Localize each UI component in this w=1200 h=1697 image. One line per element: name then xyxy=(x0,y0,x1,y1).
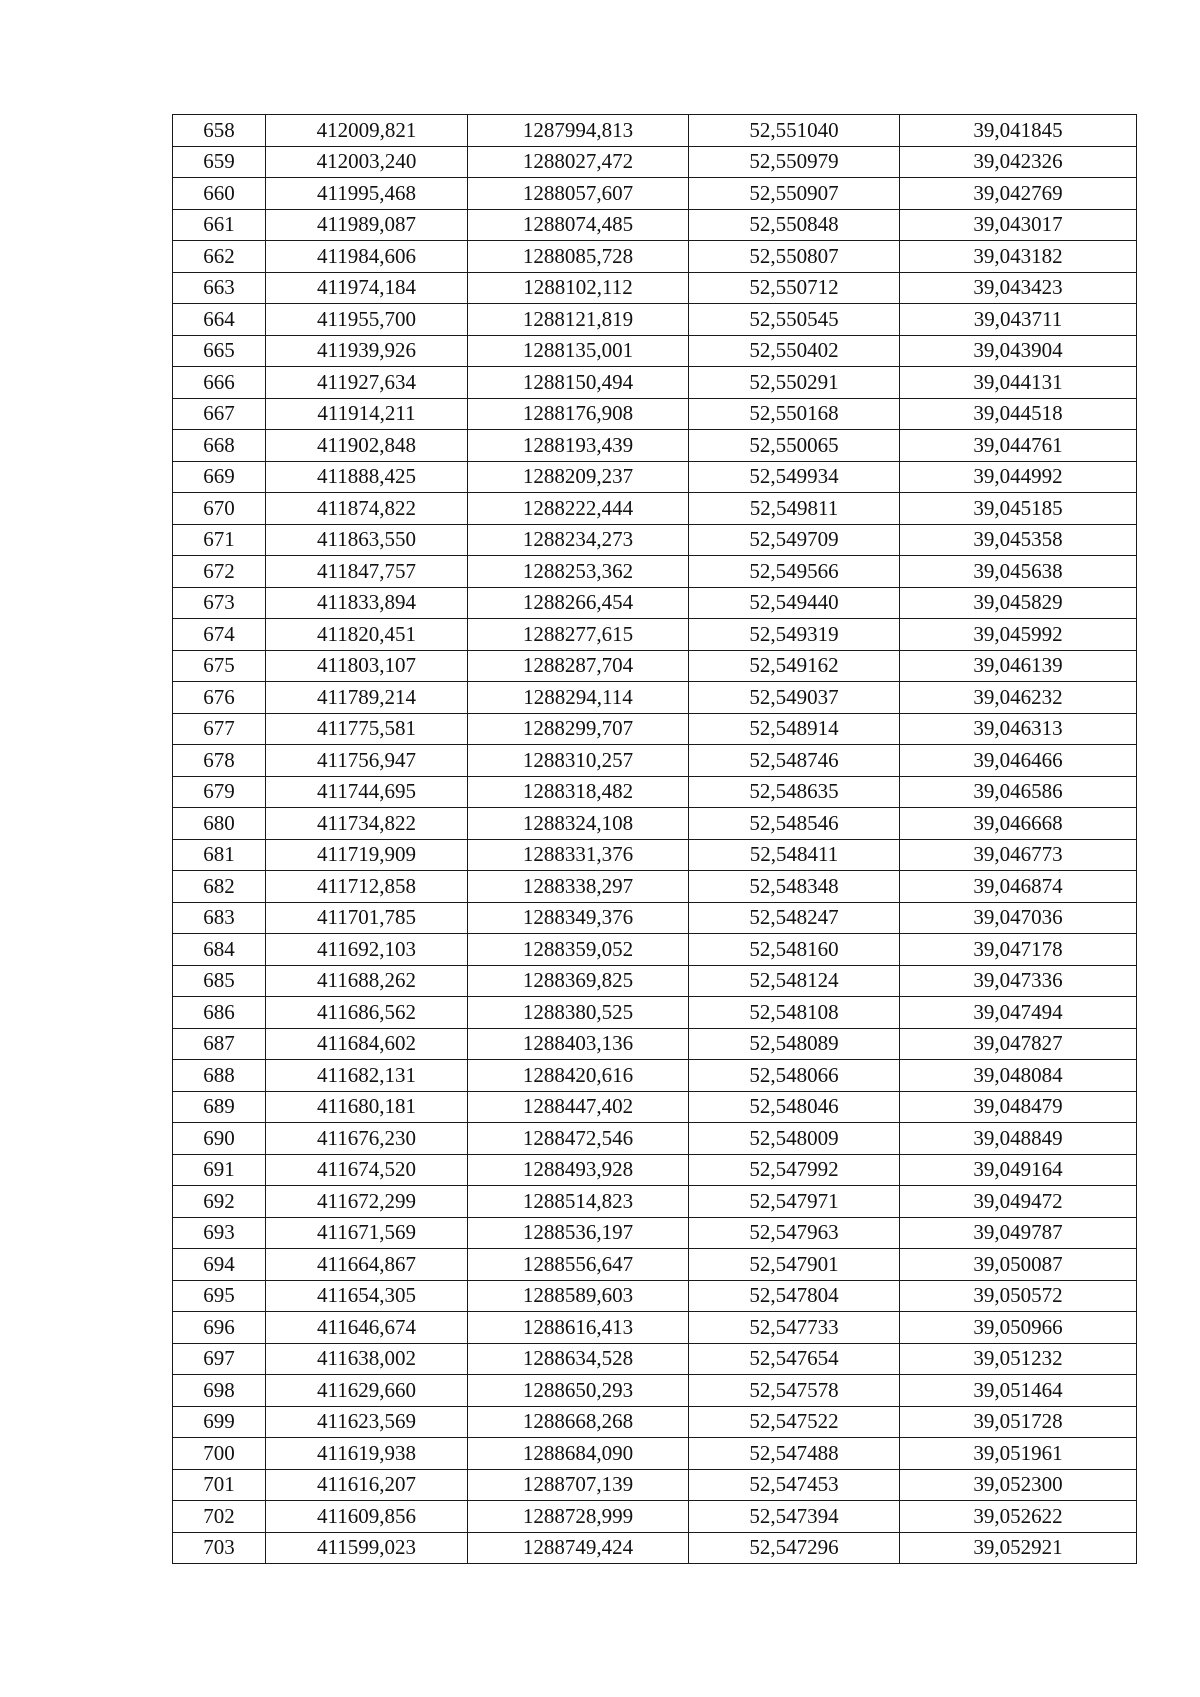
latitude-cell: 52,548546 xyxy=(689,808,900,840)
x-coordinate-cell: 411719,909 xyxy=(266,839,468,871)
x-coordinate-cell: 411672,299 xyxy=(266,1186,468,1218)
y-coordinate-cell: 1288589,603 xyxy=(468,1280,689,1312)
y-coordinate-cell: 1288294,114 xyxy=(468,682,689,714)
point-number-cell: 673 xyxy=(173,587,266,619)
latitude-cell: 52,550848 xyxy=(689,209,900,241)
table-row xyxy=(173,587,1137,619)
point-number-cell: 683 xyxy=(173,902,266,934)
latitude-cell: 52,548009 xyxy=(689,1123,900,1155)
longitude-cell: 39,047494 xyxy=(900,997,1137,1029)
y-coordinate-cell: 1288324,108 xyxy=(468,808,689,840)
latitude-cell: 52,548247 xyxy=(689,902,900,934)
x-coordinate-cell: 411654,305 xyxy=(266,1280,468,1312)
x-coordinate-cell: 411734,822 xyxy=(266,808,468,840)
point-number-cell: 702 xyxy=(173,1501,266,1533)
y-coordinate-cell: 1288536,197 xyxy=(468,1217,689,1249)
longitude-cell: 39,044518 xyxy=(900,398,1137,430)
longitude-cell: 39,044761 xyxy=(900,430,1137,462)
latitude-cell: 52,549319 xyxy=(689,619,900,651)
longitude-cell: 39,051961 xyxy=(900,1438,1137,1470)
table-row xyxy=(173,367,1137,399)
y-coordinate-cell: 1288135,001 xyxy=(468,335,689,367)
latitude-cell: 52,549709 xyxy=(689,524,900,556)
point-number-cell: 695 xyxy=(173,1280,266,1312)
x-coordinate-cell: 411756,947 xyxy=(266,745,468,777)
y-coordinate-cell: 1288447,402 xyxy=(468,1091,689,1123)
x-coordinate-cell: 411989,087 xyxy=(266,209,468,241)
point-number-cell: 674 xyxy=(173,619,266,651)
point-number-cell: 671 xyxy=(173,524,266,556)
latitude-cell: 52,547394 xyxy=(689,1501,900,1533)
point-number-cell: 685 xyxy=(173,965,266,997)
x-coordinate-cell: 411803,107 xyxy=(266,650,468,682)
x-coordinate-cell: 411688,262 xyxy=(266,965,468,997)
y-coordinate-cell: 1288369,825 xyxy=(468,965,689,997)
point-number-cell: 677 xyxy=(173,713,266,745)
x-coordinate-cell: 411712,858 xyxy=(266,871,468,903)
x-coordinate-cell: 411619,938 xyxy=(266,1438,468,1470)
point-number-cell: 672 xyxy=(173,556,266,588)
y-coordinate-cell: 1288331,376 xyxy=(468,839,689,871)
longitude-cell: 39,047036 xyxy=(900,902,1137,934)
longitude-cell: 39,045358 xyxy=(900,524,1137,556)
y-coordinate-cell: 1288749,424 xyxy=(468,1532,689,1564)
x-coordinate-cell: 411914,211 xyxy=(266,398,468,430)
table-row xyxy=(173,1028,1137,1060)
x-coordinate-cell: 411684,602 xyxy=(266,1028,468,1060)
x-coordinate-cell: 411599,023 xyxy=(266,1532,468,1564)
x-coordinate-cell: 411680,181 xyxy=(266,1091,468,1123)
x-coordinate-cell: 411863,550 xyxy=(266,524,468,556)
x-coordinate-cell: 411686,562 xyxy=(266,997,468,1029)
table-row xyxy=(173,398,1137,430)
table-row xyxy=(173,997,1137,1029)
coordinates-table xyxy=(172,114,1137,1564)
latitude-cell: 52,550907 xyxy=(689,178,900,210)
latitude-cell: 52,550291 xyxy=(689,367,900,399)
longitude-cell: 39,046466 xyxy=(900,745,1137,777)
table-row xyxy=(173,713,1137,745)
x-coordinate-cell: 411995,468 xyxy=(266,178,468,210)
point-number-cell: 684 xyxy=(173,934,266,966)
table-row xyxy=(173,304,1137,336)
longitude-cell: 39,051232 xyxy=(900,1343,1137,1375)
point-number-cell: 661 xyxy=(173,209,266,241)
point-number-cell: 660 xyxy=(173,178,266,210)
latitude-cell: 52,548066 xyxy=(689,1060,900,1092)
y-coordinate-cell: 1288287,704 xyxy=(468,650,689,682)
latitude-cell: 52,549440 xyxy=(689,587,900,619)
point-number-cell: 658 xyxy=(173,115,266,147)
latitude-cell: 52,547522 xyxy=(689,1406,900,1438)
y-coordinate-cell: 1288234,273 xyxy=(468,524,689,556)
point-number-cell: 690 xyxy=(173,1123,266,1155)
x-coordinate-cell: 411682,131 xyxy=(266,1060,468,1092)
x-coordinate-cell: 411629,660 xyxy=(266,1375,468,1407)
y-coordinate-cell: 1288420,616 xyxy=(468,1060,689,1092)
table-row xyxy=(173,808,1137,840)
point-number-cell: 681 xyxy=(173,839,266,871)
point-number-cell: 662 xyxy=(173,241,266,273)
point-number-cell: 678 xyxy=(173,745,266,777)
y-coordinate-cell: 1288057,607 xyxy=(468,178,689,210)
point-number-cell: 676 xyxy=(173,682,266,714)
y-coordinate-cell: 1288472,546 xyxy=(468,1123,689,1155)
x-coordinate-cell: 412009,821 xyxy=(266,115,468,147)
table-row xyxy=(173,1438,1137,1470)
x-coordinate-cell: 411888,425 xyxy=(266,461,468,493)
x-coordinate-cell: 411674,520 xyxy=(266,1154,468,1186)
longitude-cell: 39,046668 xyxy=(900,808,1137,840)
longitude-cell: 39,043904 xyxy=(900,335,1137,367)
point-number-cell: 699 xyxy=(173,1406,266,1438)
point-number-cell: 665 xyxy=(173,335,266,367)
x-coordinate-cell: 411927,634 xyxy=(266,367,468,399)
latitude-cell: 52,548746 xyxy=(689,745,900,777)
point-number-cell: 670 xyxy=(173,493,266,525)
longitude-cell: 39,051728 xyxy=(900,1406,1137,1438)
point-number-cell: 679 xyxy=(173,776,266,808)
longitude-cell: 39,048849 xyxy=(900,1123,1137,1155)
y-coordinate-cell: 1288085,728 xyxy=(468,241,689,273)
y-coordinate-cell: 1288359,052 xyxy=(468,934,689,966)
x-coordinate-cell: 411833,894 xyxy=(266,587,468,619)
point-number-cell: 691 xyxy=(173,1154,266,1186)
x-coordinate-cell: 411789,214 xyxy=(266,682,468,714)
y-coordinate-cell: 1288193,439 xyxy=(468,430,689,462)
x-coordinate-cell: 411820,451 xyxy=(266,619,468,651)
y-coordinate-cell: 1288222,444 xyxy=(468,493,689,525)
point-number-cell: 703 xyxy=(173,1532,266,1564)
table-row xyxy=(173,871,1137,903)
y-coordinate-cell: 1288514,823 xyxy=(468,1186,689,1218)
table-row xyxy=(173,1186,1137,1218)
y-coordinate-cell: 1288121,819 xyxy=(468,304,689,336)
point-number-cell: 688 xyxy=(173,1060,266,1092)
y-coordinate-cell: 1288616,413 xyxy=(468,1312,689,1344)
table-row xyxy=(173,1406,1137,1438)
y-coordinate-cell: 1288349,376 xyxy=(468,902,689,934)
point-number-cell: 668 xyxy=(173,430,266,462)
latitude-cell: 52,550065 xyxy=(689,430,900,462)
latitude-cell: 52,551040 xyxy=(689,115,900,147)
longitude-cell: 39,049164 xyxy=(900,1154,1137,1186)
point-number-cell: 696 xyxy=(173,1312,266,1344)
x-coordinate-cell: 411775,581 xyxy=(266,713,468,745)
point-number-cell: 689 xyxy=(173,1091,266,1123)
y-coordinate-cell: 1288176,908 xyxy=(468,398,689,430)
latitude-cell: 52,548160 xyxy=(689,934,900,966)
table-row xyxy=(173,178,1137,210)
x-coordinate-cell: 411664,867 xyxy=(266,1249,468,1281)
table-row xyxy=(173,1469,1137,1501)
latitude-cell: 52,550545 xyxy=(689,304,900,336)
y-coordinate-cell: 1288380,525 xyxy=(468,997,689,1029)
point-number-cell: 669 xyxy=(173,461,266,493)
y-coordinate-cell: 1288150,494 xyxy=(468,367,689,399)
x-coordinate-cell: 411701,785 xyxy=(266,902,468,934)
table-row xyxy=(173,1091,1137,1123)
longitude-cell: 39,044131 xyxy=(900,367,1137,399)
table-row xyxy=(173,934,1137,966)
table-row xyxy=(173,682,1137,714)
table-row xyxy=(173,1375,1137,1407)
table-row xyxy=(173,1501,1137,1533)
table-row xyxy=(173,1343,1137,1375)
x-coordinate-cell: 411623,569 xyxy=(266,1406,468,1438)
longitude-cell: 39,043423 xyxy=(900,272,1137,304)
table-row xyxy=(173,493,1137,525)
latitude-cell: 52,547453 xyxy=(689,1469,900,1501)
latitude-cell: 52,547963 xyxy=(689,1217,900,1249)
x-coordinate-cell: 411609,856 xyxy=(266,1501,468,1533)
longitude-cell: 39,052622 xyxy=(900,1501,1137,1533)
table-row xyxy=(173,745,1137,777)
x-coordinate-cell: 411847,757 xyxy=(266,556,468,588)
longitude-cell: 39,051464 xyxy=(900,1375,1137,1407)
longitude-cell: 39,043711 xyxy=(900,304,1137,336)
y-coordinate-cell: 1288102,112 xyxy=(468,272,689,304)
longitude-cell: 39,047336 xyxy=(900,965,1137,997)
y-coordinate-cell: 1288728,999 xyxy=(468,1501,689,1533)
table-row xyxy=(173,1060,1137,1092)
y-coordinate-cell: 1288403,136 xyxy=(468,1028,689,1060)
longitude-cell: 39,045992 xyxy=(900,619,1137,651)
y-coordinate-cell: 1288556,647 xyxy=(468,1249,689,1281)
latitude-cell: 52,549566 xyxy=(689,556,900,588)
table-row xyxy=(173,1312,1137,1344)
latitude-cell: 52,550979 xyxy=(689,146,900,178)
x-coordinate-cell: 411671,569 xyxy=(266,1217,468,1249)
table-row xyxy=(173,1217,1137,1249)
x-coordinate-cell: 411616,207 xyxy=(266,1469,468,1501)
longitude-cell: 39,050966 xyxy=(900,1312,1137,1344)
latitude-cell: 52,550402 xyxy=(689,335,900,367)
x-coordinate-cell: 411974,184 xyxy=(266,272,468,304)
y-coordinate-cell: 1288707,139 xyxy=(468,1469,689,1501)
longitude-cell: 39,046232 xyxy=(900,682,1137,714)
point-number-cell: 675 xyxy=(173,650,266,682)
table-row xyxy=(173,272,1137,304)
longitude-cell: 39,045185 xyxy=(900,493,1137,525)
x-coordinate-cell: 411676,230 xyxy=(266,1123,468,1155)
y-coordinate-cell: 1288318,482 xyxy=(468,776,689,808)
table-row xyxy=(173,461,1137,493)
longitude-cell: 39,045638 xyxy=(900,556,1137,588)
point-number-cell: 687 xyxy=(173,1028,266,1060)
point-number-cell: 694 xyxy=(173,1249,266,1281)
point-number-cell: 697 xyxy=(173,1343,266,1375)
x-coordinate-cell: 411902,848 xyxy=(266,430,468,462)
point-number-cell: 698 xyxy=(173,1375,266,1407)
x-coordinate-cell: 411939,926 xyxy=(266,335,468,367)
table-row xyxy=(173,335,1137,367)
latitude-cell: 52,550168 xyxy=(689,398,900,430)
latitude-cell: 52,547296 xyxy=(689,1532,900,1564)
longitude-cell: 39,042326 xyxy=(900,146,1137,178)
point-number-cell: 664 xyxy=(173,304,266,336)
longitude-cell: 39,046139 xyxy=(900,650,1137,682)
latitude-cell: 52,547971 xyxy=(689,1186,900,1218)
y-coordinate-cell: 1288074,485 xyxy=(468,209,689,241)
x-coordinate-cell: 411955,700 xyxy=(266,304,468,336)
table-row xyxy=(173,430,1137,462)
y-coordinate-cell: 1288684,090 xyxy=(468,1438,689,1470)
table-row xyxy=(173,902,1137,934)
point-number-cell: 692 xyxy=(173,1186,266,1218)
point-number-cell: 682 xyxy=(173,871,266,903)
point-number-cell: 686 xyxy=(173,997,266,1029)
latitude-cell: 52,548089 xyxy=(689,1028,900,1060)
point-number-cell: 680 xyxy=(173,808,266,840)
latitude-cell: 52,547654 xyxy=(689,1343,900,1375)
y-coordinate-cell: 1288277,615 xyxy=(468,619,689,651)
x-coordinate-cell: 411984,606 xyxy=(266,241,468,273)
latitude-cell: 52,549037 xyxy=(689,682,900,714)
coordinates-table-body xyxy=(173,115,1137,1564)
longitude-cell: 39,047827 xyxy=(900,1028,1137,1060)
longitude-cell: 39,042769 xyxy=(900,178,1137,210)
longitude-cell: 39,044992 xyxy=(900,461,1137,493)
longitude-cell: 39,046874 xyxy=(900,871,1137,903)
x-coordinate-cell: 412003,240 xyxy=(266,146,468,178)
table-row xyxy=(173,209,1137,241)
table-row xyxy=(173,146,1137,178)
latitude-cell: 52,547578 xyxy=(689,1375,900,1407)
y-coordinate-cell: 1288338,297 xyxy=(468,871,689,903)
latitude-cell: 52,548411 xyxy=(689,839,900,871)
longitude-cell: 39,046586 xyxy=(900,776,1137,808)
longitude-cell: 39,048084 xyxy=(900,1060,1137,1092)
table-row xyxy=(173,524,1137,556)
table-row xyxy=(173,776,1137,808)
longitude-cell: 39,047178 xyxy=(900,934,1137,966)
longitude-cell: 39,052921 xyxy=(900,1532,1137,1564)
x-coordinate-cell: 411874,822 xyxy=(266,493,468,525)
table-row xyxy=(173,1123,1137,1155)
table-row xyxy=(173,619,1137,651)
y-coordinate-cell: 1288493,928 xyxy=(468,1154,689,1186)
longitude-cell: 39,046313 xyxy=(900,713,1137,745)
table-row xyxy=(173,1154,1137,1186)
latitude-cell: 52,548108 xyxy=(689,997,900,1029)
table-row xyxy=(173,241,1137,273)
latitude-cell: 52,549934 xyxy=(689,461,900,493)
table-row xyxy=(173,1249,1137,1281)
latitude-cell: 52,547488 xyxy=(689,1438,900,1470)
longitude-cell: 39,050087 xyxy=(900,1249,1137,1281)
y-coordinate-cell: 1288027,472 xyxy=(468,146,689,178)
latitude-cell: 52,549162 xyxy=(689,650,900,682)
latitude-cell: 52,547733 xyxy=(689,1312,900,1344)
longitude-cell: 39,041845 xyxy=(900,115,1137,147)
latitude-cell: 52,548348 xyxy=(689,871,900,903)
latitude-cell: 52,550712 xyxy=(689,272,900,304)
longitude-cell: 39,043017 xyxy=(900,209,1137,241)
latitude-cell: 52,547901 xyxy=(689,1249,900,1281)
table-row xyxy=(173,556,1137,588)
x-coordinate-cell: 411744,695 xyxy=(266,776,468,808)
y-coordinate-cell: 1287994,813 xyxy=(468,115,689,147)
y-coordinate-cell: 1288668,268 xyxy=(468,1406,689,1438)
latitude-cell: 52,547992 xyxy=(689,1154,900,1186)
latitude-cell: 52,548124 xyxy=(689,965,900,997)
table-row xyxy=(173,1280,1137,1312)
point-number-cell: 701 xyxy=(173,1469,266,1501)
y-coordinate-cell: 1288634,528 xyxy=(468,1343,689,1375)
point-number-cell: 659 xyxy=(173,146,266,178)
y-coordinate-cell: 1288266,454 xyxy=(468,587,689,619)
table-row xyxy=(173,839,1137,871)
latitude-cell: 52,550807 xyxy=(689,241,900,273)
table-row xyxy=(173,115,1137,147)
latitude-cell: 52,549811 xyxy=(689,493,900,525)
point-number-cell: 700 xyxy=(173,1438,266,1470)
latitude-cell: 52,548635 xyxy=(689,776,900,808)
table-row xyxy=(173,965,1137,997)
latitude-cell: 52,548046 xyxy=(689,1091,900,1123)
x-coordinate-cell: 411646,674 xyxy=(266,1312,468,1344)
latitude-cell: 52,547804 xyxy=(689,1280,900,1312)
longitude-cell: 39,048479 xyxy=(900,1091,1137,1123)
longitude-cell: 39,045829 xyxy=(900,587,1137,619)
y-coordinate-cell: 1288650,293 xyxy=(468,1375,689,1407)
longitude-cell: 39,043182 xyxy=(900,241,1137,273)
y-coordinate-cell: 1288310,257 xyxy=(468,745,689,777)
point-number-cell: 693 xyxy=(173,1217,266,1249)
point-number-cell: 667 xyxy=(173,398,266,430)
longitude-cell: 39,052300 xyxy=(900,1469,1137,1501)
longitude-cell: 39,046773 xyxy=(900,839,1137,871)
x-coordinate-cell: 411692,103 xyxy=(266,934,468,966)
point-number-cell: 663 xyxy=(173,272,266,304)
x-coordinate-cell: 411638,002 xyxy=(266,1343,468,1375)
table-row xyxy=(173,1532,1137,1564)
longitude-cell: 39,049472 xyxy=(900,1186,1137,1218)
longitude-cell: 39,050572 xyxy=(900,1280,1137,1312)
table-row xyxy=(173,650,1137,682)
latitude-cell: 52,548914 xyxy=(689,713,900,745)
point-number-cell: 666 xyxy=(173,367,266,399)
y-coordinate-cell: 1288253,362 xyxy=(468,556,689,588)
y-coordinate-cell: 1288209,237 xyxy=(468,461,689,493)
longitude-cell: 39,049787 xyxy=(900,1217,1137,1249)
y-coordinate-cell: 1288299,707 xyxy=(468,713,689,745)
